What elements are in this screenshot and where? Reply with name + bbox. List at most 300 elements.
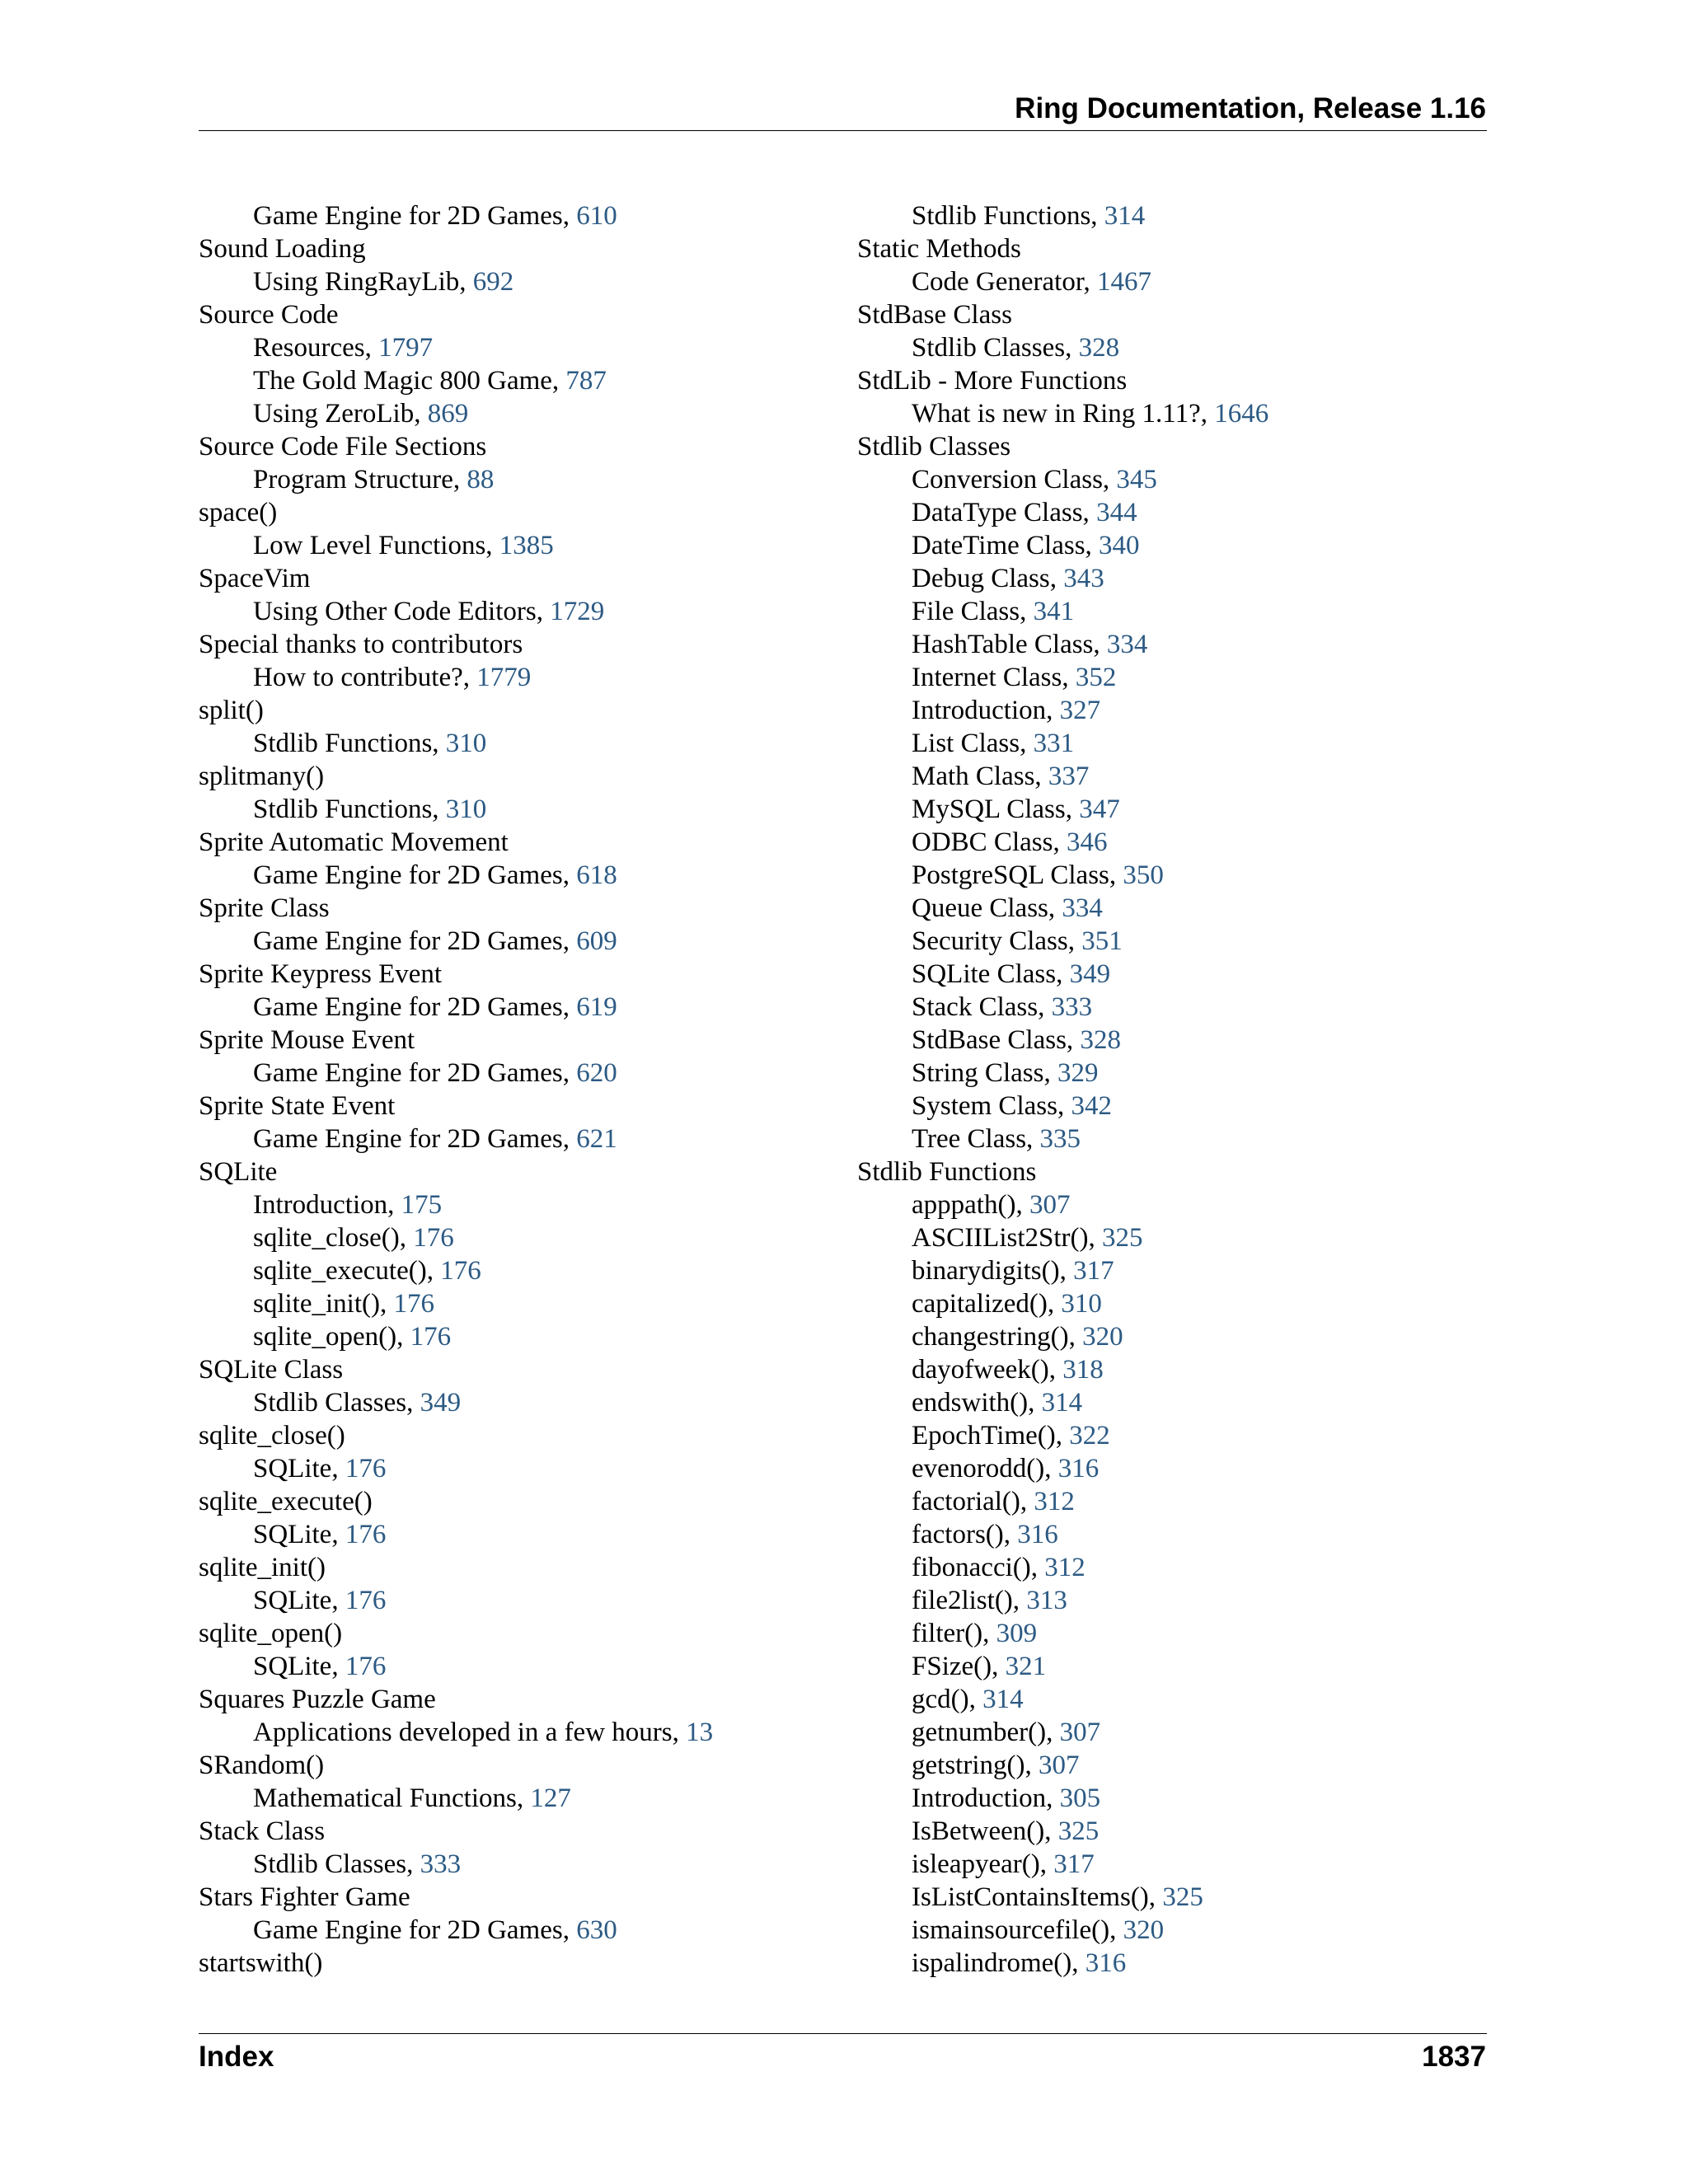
index-subentry bbox=[857, 793, 1500, 826]
index-entry-text: Using ZeroLib, bbox=[253, 399, 428, 429]
index-entry-text: Sprite State Event bbox=[199, 1091, 396, 1121]
page-reference-link[interactable]: 320 bbox=[1082, 1322, 1123, 1352]
index-entry-text: SQLite Class bbox=[199, 1355, 344, 1385]
index-entry bbox=[199, 1419, 842, 1452]
index-subentry bbox=[857, 859, 1500, 892]
page-reference-link[interactable]: 176 bbox=[393, 1289, 434, 1319]
index-entry-text: ispalindrome(), bbox=[912, 1948, 1085, 1978]
page-reference-link[interactable]: 350 bbox=[1123, 860, 1164, 890]
index-entry-text: sqlite_close() bbox=[199, 1421, 345, 1451]
index-subentry bbox=[857, 1485, 1500, 1518]
index-entry bbox=[199, 694, 842, 727]
index-entry bbox=[199, 1815, 842, 1848]
index-entry-text: sqlite_init(), bbox=[253, 1289, 394, 1319]
page-reference-link[interactable]: 176 bbox=[345, 1454, 387, 1483]
page-reference-link[interactable]: 352 bbox=[1075, 663, 1117, 692]
page-reference-link[interactable]: 325 bbox=[1057, 1816, 1100, 1846]
page-reference-link[interactable]: 307 bbox=[1059, 1718, 1101, 1747]
index-subentry bbox=[199, 1188, 842, 1221]
index-entry bbox=[857, 364, 1500, 397]
index-subentry bbox=[857, 661, 1500, 694]
footer-rule bbox=[199, 2033, 1487, 2034]
index-entry-text: SQLite Class, bbox=[912, 959, 1070, 989]
index-entry bbox=[199, 562, 842, 595]
index-subentry bbox=[199, 925, 842, 958]
index-subentry bbox=[199, 1221, 842, 1254]
page-reference-link[interactable]: 328 bbox=[1080, 1025, 1121, 1055]
index-entry-text: Sound Loading bbox=[199, 234, 366, 264]
page-reference-link[interactable]: 1646 bbox=[1214, 399, 1269, 429]
index-subentry bbox=[857, 727, 1500, 760]
index-entry bbox=[857, 298, 1500, 331]
footer-page-number: 1837 bbox=[1422, 2041, 1486, 2073]
index-entry-text: IsListContainsItems(), bbox=[912, 1882, 1163, 1912]
page-reference-link[interactable]: 341 bbox=[1033, 597, 1075, 626]
page-reference-link[interactable]: 314 bbox=[982, 1685, 1024, 1714]
page-reference-link[interactable]: 351 bbox=[1081, 926, 1123, 956]
index-entry-text: Stdlib Functions, bbox=[253, 729, 446, 758]
page-reference-link[interactable]: 312 bbox=[1034, 1487, 1075, 1516]
index-subentry bbox=[199, 1320, 842, 1353]
index-entry bbox=[199, 232, 842, 265]
index-entry-text: Internet Class, bbox=[912, 663, 1076, 692]
index-subentry bbox=[199, 397, 842, 430]
index-entry-text: Stdlib Classes bbox=[857, 432, 1011, 462]
index-entry-text: SQLite, bbox=[253, 1652, 345, 1681]
index-entry-text: Sprite Automatic Movement bbox=[199, 827, 509, 857]
index-subentry bbox=[857, 1683, 1500, 1716]
page-reference-link[interactable]: 347 bbox=[1079, 794, 1120, 824]
index-subentry bbox=[199, 463, 842, 496]
page-reference-link[interactable]: 334 bbox=[1106, 630, 1148, 659]
index-subentry bbox=[857, 397, 1500, 430]
page-reference-link[interactable]: 618 bbox=[576, 860, 617, 890]
page-reference-link[interactable]: 176 bbox=[410, 1322, 452, 1352]
index-entry-text: Resources, bbox=[253, 333, 379, 363]
index-subentry bbox=[199, 1848, 842, 1881]
index-subentry bbox=[199, 1584, 842, 1617]
index-entry-text: MySQL Class, bbox=[912, 794, 1080, 824]
page-reference-link[interactable]: 1797 bbox=[378, 333, 434, 363]
index-entry-text: space() bbox=[199, 498, 278, 527]
page-reference-link[interactable]: 344 bbox=[1096, 498, 1137, 527]
page-reference-link[interactable]: 337 bbox=[1048, 762, 1090, 791]
index-entry bbox=[199, 1551, 842, 1584]
index-subentry bbox=[857, 760, 1500, 793]
index-entry-text: sqlite_init() bbox=[199, 1553, 326, 1582]
index-entry-text: SQLite, bbox=[253, 1454, 345, 1483]
index-entry-text: Applications developed in a few hours, bbox=[253, 1718, 687, 1747]
page-reference-link[interactable]: 610 bbox=[576, 201, 617, 231]
index-entry-text: Source Code bbox=[199, 300, 339, 330]
index-subentry bbox=[857, 826, 1500, 859]
page-reference-link[interactable]: 609 bbox=[576, 926, 617, 956]
index-entry-text: SQLite bbox=[199, 1157, 278, 1187]
page-reference-link[interactable]: 334 bbox=[1062, 893, 1103, 923]
index-entry-text: isleapyear(), bbox=[912, 1849, 1054, 1879]
page-reference-link[interactable]: 314 bbox=[1104, 201, 1146, 231]
index-entry-text: Tree Class, bbox=[912, 1124, 1040, 1154]
index-entry-text: Game Engine for 2D Games, bbox=[253, 201, 577, 231]
page-reference-link[interactable]: 312 bbox=[1044, 1553, 1085, 1582]
index-subentry bbox=[857, 1584, 1500, 1617]
page-reference-link[interactable]: 310 bbox=[445, 794, 487, 824]
index-entry-text: Using RingRayLib, bbox=[253, 267, 473, 297]
index-subentry bbox=[199, 199, 842, 232]
index-entry-text: ismainsourcefile(), bbox=[912, 1915, 1123, 1945]
footer-section-label: Index bbox=[199, 2041, 274, 2073]
index-entry bbox=[199, 1947, 842, 1980]
index-entry-text: SQLite, bbox=[253, 1586, 345, 1615]
index-entry bbox=[199, 958, 842, 991]
page-reference-link[interactable]: 307 bbox=[1038, 1750, 1080, 1780]
index-entry-text: String Class, bbox=[912, 1058, 1057, 1088]
index-entry-text: Stack Class, bbox=[912, 992, 1052, 1022]
index-entry-text: Stdlib Functions bbox=[857, 1157, 1037, 1187]
index-subentry bbox=[857, 1221, 1500, 1254]
index-entry bbox=[199, 760, 842, 793]
page-reference-link[interactable]: 176 bbox=[345, 1652, 387, 1681]
index-subentry bbox=[857, 529, 1500, 562]
index-subentry bbox=[857, 925, 1500, 958]
index-subentry bbox=[857, 1650, 1500, 1683]
index-entry bbox=[199, 892, 842, 925]
index-subentry bbox=[857, 892, 1500, 925]
index-entry-text: Introduction, bbox=[253, 1190, 401, 1220]
index-entry-text: binarydigits(), bbox=[912, 1256, 1074, 1286]
index-entry-text: FSize(), bbox=[912, 1652, 1006, 1681]
page-reference-link[interactable]: 317 bbox=[1053, 1849, 1095, 1879]
index-entry-text: getnumber(), bbox=[912, 1718, 1060, 1747]
index-subentry bbox=[857, 1716, 1500, 1749]
index-subentry bbox=[857, 265, 1500, 298]
index-entry-text: Static Methods bbox=[857, 234, 1021, 264]
index-subentry bbox=[199, 727, 842, 760]
index-entry-text: Program Structure, bbox=[253, 465, 467, 494]
index-entry-text: evenorodd(), bbox=[912, 1454, 1058, 1483]
index-column-left bbox=[199, 199, 842, 1980]
index-entry-text: SpaceVim bbox=[199, 564, 311, 593]
index-entry-text: Debug Class, bbox=[912, 564, 1064, 593]
index-entry-text: Introduction, bbox=[912, 696, 1060, 725]
page-reference-link[interactable]: 176 bbox=[345, 1520, 387, 1549]
index-entry-text: Sprite Class bbox=[199, 893, 330, 923]
index-subentry bbox=[857, 1518, 1500, 1551]
page-reference-link[interactable]: 345 bbox=[1116, 465, 1157, 494]
index-subentry bbox=[199, 1914, 842, 1947]
index-entry-text: endswith(), bbox=[912, 1388, 1042, 1418]
page-reference-link[interactable]: 320 bbox=[1123, 1915, 1165, 1945]
index-entry-text: filter(), bbox=[912, 1619, 996, 1648]
index-entry-text: Sprite Mouse Event bbox=[199, 1025, 415, 1055]
index-entry-text: Mathematical Functions, bbox=[253, 1783, 531, 1813]
index-subentry bbox=[857, 991, 1500, 1024]
index-entry-text: ASCIIList2Str(), bbox=[912, 1223, 1102, 1253]
index-entry-text: Queue Class, bbox=[912, 893, 1062, 923]
index-entry-text: Special thanks to contributors bbox=[199, 630, 523, 659]
index-subentry bbox=[857, 1188, 1500, 1221]
index-subentry bbox=[199, 331, 842, 364]
index-entry bbox=[199, 1353, 842, 1386]
page-reference-link[interactable]: 305 bbox=[1059, 1783, 1101, 1813]
index-entry-text: Sprite Keypress Event bbox=[199, 959, 443, 989]
page-reference-link[interactable]: 176 bbox=[413, 1223, 454, 1253]
index-subentry bbox=[857, 1320, 1500, 1353]
index-entry-text: sqlite_open(), bbox=[253, 1322, 410, 1352]
index-entry bbox=[199, 1024, 842, 1057]
index-entry bbox=[199, 1617, 842, 1650]
index-entry-text: file2list(), bbox=[912, 1586, 1027, 1615]
index-subentry bbox=[199, 1452, 842, 1485]
index-subentry bbox=[857, 1617, 1500, 1650]
index-subentry bbox=[857, 331, 1500, 364]
index-subentry bbox=[857, 1815, 1500, 1848]
index-subentry bbox=[199, 1386, 842, 1419]
page-reference-link[interactable]: 1385 bbox=[499, 531, 554, 560]
index-entry-text: apppath(), bbox=[912, 1190, 1029, 1220]
page-reference-link[interactable]: 325 bbox=[1102, 1223, 1143, 1253]
index-entry-text: Stars Fighter Game bbox=[199, 1882, 410, 1912]
running-header: Ring Documentation, Release 1.16 bbox=[1015, 92, 1486, 124]
index-entry-text: sqlite_execute() bbox=[199, 1487, 373, 1516]
index-entry-text: fibonacci(), bbox=[912, 1553, 1045, 1582]
index-entry-text: changestring(), bbox=[912, 1322, 1083, 1352]
page-reference-link[interactable]: 619 bbox=[576, 992, 617, 1022]
index-entry-text: Conversion Class, bbox=[912, 465, 1117, 494]
index-subentry bbox=[857, 1848, 1500, 1881]
index-entry-text: getstring(), bbox=[912, 1750, 1039, 1780]
page-reference-link[interactable]: 321 bbox=[1005, 1652, 1047, 1681]
index-subentry bbox=[199, 265, 842, 298]
index-subentry bbox=[857, 1881, 1500, 1914]
index-entry-text: Stdlib Functions, bbox=[253, 794, 446, 824]
index-entry-text: Low Level Functions, bbox=[253, 531, 499, 560]
index-subentry bbox=[857, 1122, 1500, 1155]
page-reference-link[interactable]: 343 bbox=[1063, 564, 1104, 593]
index-entry-text: sqlite_close(), bbox=[253, 1223, 414, 1253]
index-entry-text: sqlite_execute(), bbox=[253, 1256, 441, 1286]
index-entry bbox=[199, 496, 842, 529]
index-entry-text: Stdlib Functions, bbox=[912, 201, 1104, 231]
page-reference-link[interactable]: 127 bbox=[530, 1783, 571, 1813]
index-subentry bbox=[199, 1122, 842, 1155]
index-subentry bbox=[199, 529, 842, 562]
index-entry-text: How to contribute?, bbox=[253, 663, 477, 692]
page-reference-link[interactable]: 322 bbox=[1069, 1421, 1110, 1451]
index-entry bbox=[857, 232, 1500, 265]
page-reference-link[interactable]: 331 bbox=[1033, 729, 1075, 758]
page-reference-link[interactable]: 333 bbox=[1051, 992, 1093, 1022]
page-reference-link[interactable]: 314 bbox=[1041, 1388, 1083, 1418]
index-entry-text: DateTime Class, bbox=[912, 531, 1100, 560]
index-entry-text: sqlite_open() bbox=[199, 1619, 343, 1648]
page-reference-link[interactable]: 349 bbox=[1069, 959, 1111, 989]
index-entry bbox=[199, 826, 842, 859]
index-column-right bbox=[857, 199, 1500, 1980]
page-reference-link[interactable]: 175 bbox=[401, 1190, 443, 1220]
index-entry-text: capitalized(), bbox=[912, 1289, 1062, 1319]
index-entry-text: The Gold Magic 800 Game, bbox=[253, 366, 566, 396]
index-entry-text: Game Engine for 2D Games, bbox=[253, 860, 577, 890]
index-entry-text: Game Engine for 2D Games, bbox=[253, 1124, 577, 1154]
index-subentry bbox=[199, 1518, 842, 1551]
index-subentry bbox=[857, 1090, 1500, 1122]
index-entry bbox=[199, 1155, 842, 1188]
index-subentry bbox=[857, 694, 1500, 727]
index-entry-text: split() bbox=[199, 696, 264, 725]
index-subentry bbox=[857, 958, 1500, 991]
index-entry bbox=[199, 628, 842, 661]
index-entry-text: splitmany() bbox=[199, 762, 325, 791]
page-reference-link[interactable]: 309 bbox=[996, 1619, 1038, 1648]
page-reference-link[interactable]: 325 bbox=[1162, 1882, 1203, 1912]
index-entry bbox=[199, 1485, 842, 1518]
index-subentry bbox=[857, 463, 1500, 496]
index-entry-text: SRandom() bbox=[199, 1750, 325, 1780]
index-entry-text: Security Class, bbox=[912, 926, 1082, 956]
index-subentry bbox=[857, 1947, 1500, 1980]
index-entry-text: Squares Puzzle Game bbox=[199, 1685, 436, 1714]
index-entry-text: HashTable Class, bbox=[912, 630, 1107, 659]
page-reference-link[interactable]: 310 bbox=[445, 729, 487, 758]
page-reference-link[interactable]: 787 bbox=[565, 366, 607, 396]
page-reference-link[interactable]: 316 bbox=[1085, 1948, 1127, 1978]
index-entry-text: Game Engine for 2D Games, bbox=[253, 1915, 577, 1945]
page-reference-link[interactable]: 1779 bbox=[476, 663, 532, 692]
page-reference-link[interactable]: 333 bbox=[420, 1849, 462, 1879]
page-reference-link[interactable]: 349 bbox=[420, 1388, 462, 1418]
index-subentry bbox=[199, 661, 842, 694]
page-reference-link[interactable]: 346 bbox=[1066, 827, 1108, 857]
index-subentry bbox=[857, 1353, 1500, 1386]
index-subentry bbox=[199, 1650, 842, 1683]
page-reference-link[interactable]: 329 bbox=[1057, 1058, 1099, 1088]
index-subentry bbox=[199, 793, 842, 826]
index-subentry bbox=[857, 1914, 1500, 1947]
index-subentry bbox=[199, 1057, 842, 1090]
index-subentry bbox=[857, 496, 1500, 529]
index-entry bbox=[199, 1090, 842, 1122]
index-subentry bbox=[857, 1782, 1500, 1815]
page-reference-link[interactable]: 318 bbox=[1062, 1355, 1104, 1385]
index-entry-text: What is new in Ring 1.11?, bbox=[912, 399, 1215, 429]
index-entry bbox=[857, 1155, 1500, 1188]
page-reference-link[interactable]: 13 bbox=[686, 1718, 714, 1747]
index-subentry bbox=[199, 991, 842, 1024]
index-subentry bbox=[199, 1254, 842, 1287]
index-subentry bbox=[199, 1716, 842, 1749]
index-subentry bbox=[857, 1386, 1500, 1419]
index-entry-text: System Class, bbox=[912, 1091, 1071, 1121]
index-entry-text: factorial(), bbox=[912, 1487, 1034, 1516]
index-entry-text: Stdlib Classes, bbox=[253, 1849, 420, 1879]
index-entry-text: DataType Class, bbox=[912, 498, 1097, 527]
index-entry-text: Game Engine for 2D Games, bbox=[253, 992, 577, 1022]
index-subentry bbox=[857, 1024, 1500, 1057]
index-subentry bbox=[857, 199, 1500, 232]
page-reference-link[interactable]: 310 bbox=[1061, 1289, 1102, 1319]
index-subentry bbox=[857, 1057, 1500, 1090]
index-subentry bbox=[857, 1287, 1500, 1320]
index-entry bbox=[199, 1881, 842, 1914]
index-entry-text: factors(), bbox=[912, 1520, 1018, 1549]
page-reference-link[interactable]: 88 bbox=[467, 465, 495, 494]
index-entry-text: Game Engine for 2D Games, bbox=[253, 1058, 577, 1088]
index-entry-text: Stdlib Classes, bbox=[912, 333, 1079, 363]
index-subentry bbox=[857, 1419, 1500, 1452]
page-reference-link[interactable]: 621 bbox=[576, 1124, 617, 1154]
page-reference-link[interactable]: 620 bbox=[576, 1058, 617, 1088]
page-reference-link[interactable]: 317 bbox=[1073, 1256, 1114, 1286]
page-reference-link[interactable]: 342 bbox=[1071, 1091, 1112, 1121]
index-entry bbox=[199, 1683, 842, 1716]
index-subentry bbox=[857, 1749, 1500, 1782]
index-entry-text: Using Other Code Editors, bbox=[253, 597, 551, 626]
index-entry-text: File Class, bbox=[912, 597, 1034, 626]
index-entry bbox=[857, 430, 1500, 463]
page-reference-link[interactable]: 869 bbox=[427, 399, 469, 429]
page-reference-link[interactable]: 328 bbox=[1078, 333, 1120, 363]
index-subentry bbox=[857, 1254, 1500, 1287]
page-reference-link[interactable]: 340 bbox=[1099, 531, 1140, 560]
index-entry-text: List Class, bbox=[912, 729, 1034, 758]
index-subentry bbox=[857, 1551, 1500, 1584]
page-reference-link[interactable]: 1467 bbox=[1097, 267, 1152, 297]
page-reference-link[interactable]: 692 bbox=[472, 267, 514, 297]
page-reference-link[interactable]: 316 bbox=[1057, 1454, 1100, 1483]
page-reference-link[interactable]: 176 bbox=[345, 1586, 387, 1615]
index-entry-text: startswith() bbox=[199, 1948, 323, 1978]
index-entry-text: StdLib - More Functions bbox=[857, 366, 1128, 396]
index-entry bbox=[199, 1749, 842, 1782]
index-entry-text: PostgreSQL Class, bbox=[912, 860, 1123, 890]
index-subentry bbox=[857, 595, 1500, 628]
index-subentry bbox=[199, 1782, 842, 1815]
index-entry-text: Code Generator, bbox=[912, 267, 1098, 297]
index-entry-text: StdBase Class, bbox=[912, 1025, 1081, 1055]
page-reference-link[interactable]: 316 bbox=[1017, 1520, 1058, 1549]
index-subentry bbox=[199, 364, 842, 397]
header-rule bbox=[199, 130, 1487, 131]
index-entry-text: ODBC Class, bbox=[912, 827, 1067, 857]
index-entry-text: Stack Class bbox=[199, 1816, 326, 1846]
page-reference-link[interactable]: 1729 bbox=[550, 597, 605, 626]
index-subentry bbox=[199, 1287, 842, 1320]
index-entry-text: IsBetween(), bbox=[912, 1816, 1058, 1846]
page-reference-link[interactable]: 176 bbox=[440, 1256, 481, 1286]
index-entry-text: gcd(), bbox=[912, 1685, 983, 1714]
index-entry bbox=[199, 298, 842, 331]
index-entry-text: SQLite, bbox=[253, 1520, 345, 1549]
index-entry-text: Introduction, bbox=[912, 1783, 1060, 1813]
index-entry-text: Game Engine for 2D Games, bbox=[253, 926, 577, 956]
index-entry-text: Stdlib Classes, bbox=[253, 1388, 420, 1418]
page-reference-link[interactable]: 313 bbox=[1026, 1586, 1067, 1615]
page-reference-link[interactable]: 630 bbox=[576, 1915, 617, 1945]
page-reference-link[interactable]: 327 bbox=[1059, 696, 1101, 725]
index-subentry bbox=[199, 859, 842, 892]
index-entry-text: Source Code File Sections bbox=[199, 432, 487, 462]
page-reference-link[interactable]: 307 bbox=[1029, 1190, 1071, 1220]
index-subentry bbox=[857, 562, 1500, 595]
index-entry-text: EpochTime(), bbox=[912, 1421, 1070, 1451]
index-subentry bbox=[199, 595, 842, 628]
index-entry-text: dayofweek(), bbox=[912, 1355, 1063, 1385]
index-entry-text: StdBase Class bbox=[857, 300, 1012, 330]
index-subentry bbox=[857, 628, 1500, 661]
index-entry bbox=[199, 430, 842, 463]
page-reference-link[interactable]: 335 bbox=[1039, 1124, 1081, 1154]
